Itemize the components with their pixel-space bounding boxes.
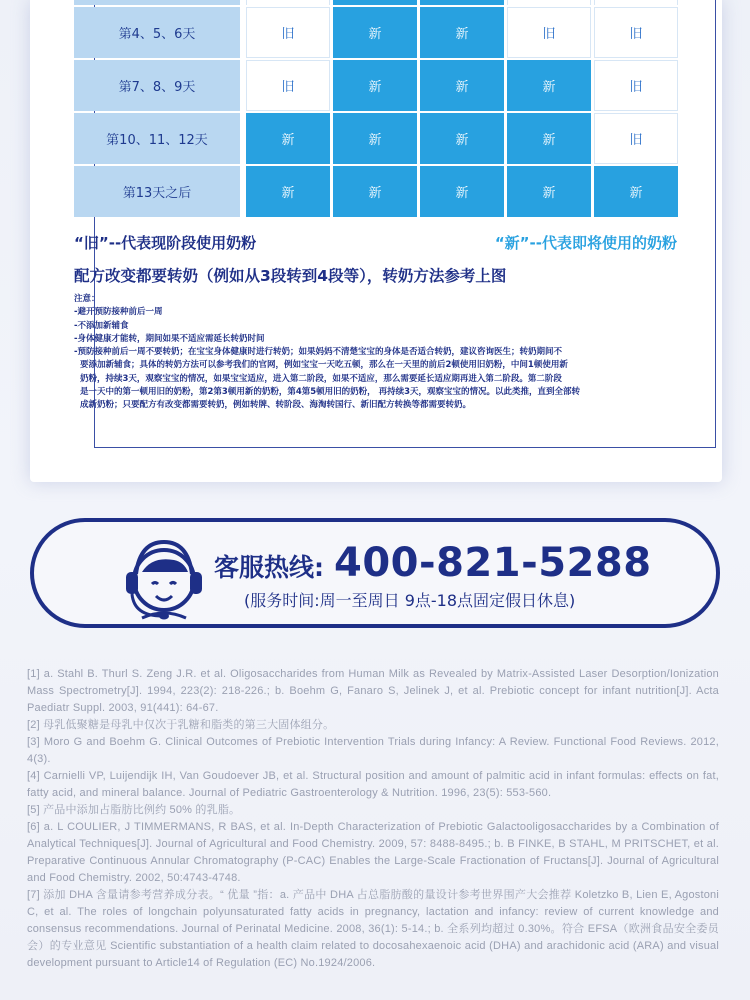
legend-new: “新”--代表即将使用的奶粉 bbox=[494, 234, 677, 252]
hotline-service-hours: (服务时间:周一至周日 9点-18点固定假日休息) bbox=[244, 591, 576, 610]
schedule-cell-old bbox=[507, 0, 591, 5]
note-line: -避开预防接种前后一周 bbox=[74, 307, 163, 318]
reference-item: [4] Carnielli VP, Luijendijk IH, Van Goudoever JB, et al. Structural position and amount of palmitic acid in infant formulas: effects on fat, fatty acid, and mineral balance. Journal of Pediatric Gastroenterology & Nutrition. 1996, 23(5): 553-560. bbox=[27, 770, 719, 799]
schedule-day-label bbox=[74, 0, 240, 5]
notes-block bbox=[74, 293, 678, 413]
schedule-cell-new: 新 bbox=[420, 166, 504, 217]
transition-method-text: 配方改变都要转奶（例如从3段转到4段等），转奶方法参考上图 bbox=[74, 267, 507, 285]
schedule-row bbox=[74, 7, 678, 58]
schedule-cell-new: 新 bbox=[507, 166, 591, 217]
schedule-cell-new: 新 bbox=[333, 166, 417, 217]
note-line: -预防接种前后一周不要转奶；在宝宝身体健康时进行转奶；如果妈妈不清楚宝宝的身体是否适合转奶，建议咨询医生；转奶期间不 bbox=[74, 347, 563, 358]
schedule-row bbox=[74, 113, 678, 164]
schedule-cell-old: 旧 bbox=[246, 60, 330, 111]
reference-item: [7] 添加 DHA 含量请参考营养成分表。“ 优量 ”指：a. 产品中 DHA 占总脂肪酸的量设计参考世界围产大会推荐 Koletzko B, Lien E, Agostoni C, et al. The roles of longchain polyunsaturated fatty acids in pregnancy, lactation and infancy: review of current knowledge and consensus recommendations. Journal of Perinatal Medicine. 2008, 36(1): 5-14.; b. 全系列均超过 0.30%。符合 EFSA（欧洲食品安全委员会）的专业意见 Scientific substantiation of a health claim related to docosahexaenoic acid (DHA) and arachidonic acid (ARA) and visual development pursuant to Article14 of Regulation (EC) No.1924/2006. bbox=[27, 889, 719, 969]
schedule-cell-old: 旧 bbox=[594, 113, 678, 164]
reference-item: [3] Moro G and Boehm G. Clinical Outcomes of Prebiotic Intervention Trials during Infancy: A Review. Functional Food Reviews. 2012, 4(3). bbox=[27, 736, 719, 765]
schedule-row bbox=[74, 0, 678, 5]
references-list bbox=[27, 666, 719, 972]
note-line: -身体健康才能转，期间如果不适应需延长转奶时间 bbox=[74, 333, 265, 344]
schedule-cell-new: 新 bbox=[333, 113, 417, 164]
note-line: 要添加新辅食；具体的转奶方法可以参考我们的官网，例如宝宝一天吃五顿，那么在一天里的前后2顿使用旧奶粉，中间1顿使用新 bbox=[80, 360, 568, 371]
schedule-cell-new: 新 bbox=[246, 166, 330, 217]
reference-item: [5] 产品中添加占脂肪比例约 50% 的乳脂。 bbox=[27, 804, 241, 816]
note-line: 奶粉，持续3天，观察宝宝的情况，如果宝宝适应，进入第二阶段，如果不适应，那么需要延长适应期再进入第二阶段。第二阶段 bbox=[80, 373, 562, 384]
schedule-day-label: 第7、8、9天 bbox=[74, 60, 240, 111]
schedule-cell-new: 新 bbox=[333, 7, 417, 58]
schedule-day-label: 第13天之后 bbox=[74, 166, 240, 217]
schedule-cell-new: 新 bbox=[420, 113, 504, 164]
note-line: 是一天中的第一顿用旧的奶粉，第2第3顿用新的奶粉，第4第5顿用旧的奶粉， 再持续3天，观察宝宝的情况。以此类推，直到全部转 bbox=[80, 387, 581, 398]
schedule-cell-old bbox=[246, 0, 330, 5]
reference-item: [2] 母乳低聚糖是母乳中仅次于乳糖和脂类的第三大固体组分。 bbox=[27, 719, 335, 731]
note-line: -不添加新辅食 bbox=[74, 320, 129, 331]
schedule-cell-old: 旧 bbox=[594, 7, 678, 58]
schedule-cell-old: 旧 bbox=[594, 60, 678, 111]
schedule-cell-new: 新 bbox=[594, 166, 678, 217]
schedule-cell-old: 旧 bbox=[507, 7, 591, 58]
reference-item: [1] a. Stahl B. Thurl S. Zeng J.R. et al. Oligosaccharides from Human Milk as Revealed by Matrix-Assisted Laser Desorption/Ionization Mass Spectrometry[J]. 1994, 223(2): 218-226.; b. Boehm G, Fanaro S, Jelinek J, et al. Prebiotic concept for infant nutrition[J]. Acta Paediatr Suppl. 2003, 91(441): 64-67. bbox=[27, 668, 719, 714]
customer-service-headset-icon bbox=[122, 534, 206, 622]
hotline-phone-number[interactable]: 400-821-5288 bbox=[334, 540, 652, 586]
legend-old: “旧”--代表现阶段使用奶粉 bbox=[74, 234, 257, 252]
notes-title: 注意： bbox=[74, 294, 100, 304]
schedule-cell-old bbox=[594, 0, 678, 5]
note-line: 成新奶粉；只要配方有改变都需要转奶，例如转牌、转阶段、海淘转国行、新旧配方转换等都需要转奶。 bbox=[80, 400, 472, 411]
schedule-day-label: 第10、11、12天 bbox=[74, 113, 240, 164]
schedule-cell-new bbox=[333, 0, 417, 5]
schedule-row bbox=[74, 166, 678, 217]
customer-hotline-banner bbox=[30, 518, 720, 628]
schedule-cell-new: 新 bbox=[507, 60, 591, 111]
schedule-day-label: 第4、5、6天 bbox=[74, 7, 240, 58]
schedule-cell-new: 新 bbox=[333, 60, 417, 111]
schedule-cell-new: 新 bbox=[420, 7, 504, 58]
reference-item: [6] a. L COULIER, J TIMMERMANS, R BAS, et al. In-Depth Characterization of Prebiotic Galactooligosaccharides by a Combination of Analytical Techniques[J]. Journal of Agricultural and Food Chemistry. 2009, 57: 8488-8495.; b. B FINKE, B STAHL, M PRITSCHET, et al. Preparative Continuous Annular Chromatography (P-CAC) Enables the Large-Scale Fractionation of Fructans[J]. Journal of Agricultural and Food Chemistry. 2002, 50:4743-4748. bbox=[27, 821, 719, 884]
schedule-cell-new bbox=[420, 0, 504, 5]
hotline-label: 客服热线: bbox=[214, 553, 324, 582]
schedule-cell-old: 旧 bbox=[246, 7, 330, 58]
schedule-cell-new: 新 bbox=[246, 113, 330, 164]
schedule-cell-new: 新 bbox=[420, 60, 504, 111]
schedule-cell-new: 新 bbox=[507, 113, 591, 164]
schedule-row bbox=[74, 60, 678, 111]
